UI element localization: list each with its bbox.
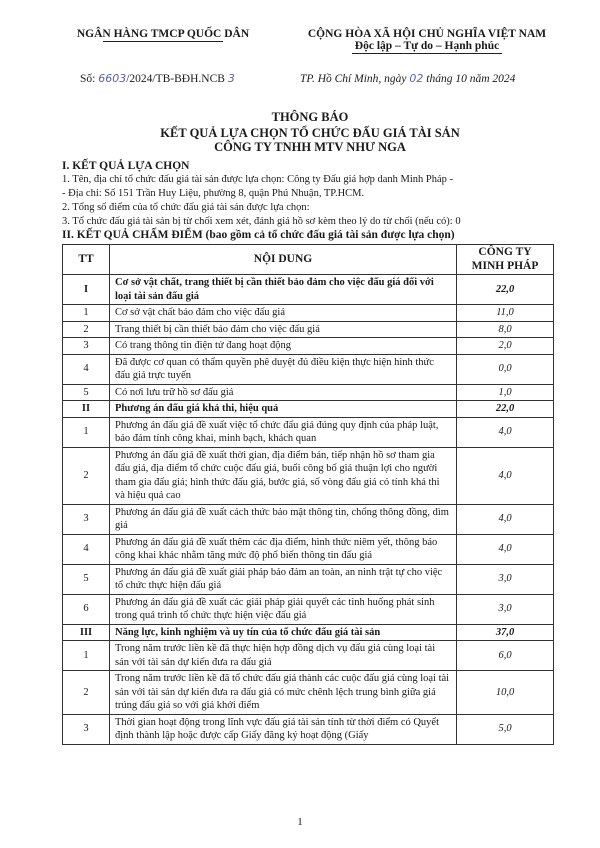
table-row xyxy=(63,384,554,401)
row-score: 4,0 xyxy=(457,417,554,447)
row-number: II xyxy=(63,401,110,418)
section-1-line: 1. Tên, địa chỉ tổ chức đấu giá tài sản được lựa chọn: Công ty Đấu giá hợp danh Minh Pháp - xyxy=(62,174,454,185)
row-content: Cơ sở vật chất bảo đảm cho việc đấu giá xyxy=(110,305,457,322)
row-content: Phương án đấu giá khả thi, hiệu quả xyxy=(110,401,457,418)
row-score: 11,0 xyxy=(457,305,554,322)
row-content: Phương án đấu giá đề xuất thời gian, địa điểm bán, tiếp nhận hồ sơ tham gia đấu giá, địa điểm tổ chức cuộc đấu giá, buổi công bố giá thuận lợi cho người tham gia đấu giá; hình thức đấu giá, bước giá, số vòng đấu giá có tính khả thi và hiệu quả cao xyxy=(110,447,457,504)
table-row xyxy=(63,671,554,715)
row-content: Phương án đấu giá đề xuất giải pháp bảo đảm an toàn, an ninh trật tự cho việc tổ chức thực hiện đấu giá xyxy=(110,564,457,594)
table-row xyxy=(63,321,554,338)
row-number: 4 xyxy=(63,354,110,384)
document-number xyxy=(80,72,235,85)
row-content: Năng lực, kinh nghiệm và uy tín của tổ chức đấu giá tài sản xyxy=(110,624,457,641)
header-score: CÔNG TY MINH PHÁP xyxy=(457,245,554,275)
row-content: Phương án đấu giá đề xuất thêm các địa điểm, hình thức niêm yết, thông báo công khai khác nhằm tăng mức độ phổ biến thông tin đấu giá xyxy=(110,534,457,564)
section-1-line: 2. Tổng số điểm của tổ chức đấu giá tài sản được lựa chọn: xyxy=(62,202,310,213)
row-content: Phương án đấu giá đề xuất các giải pháp giải quyết các tình huống phát sinh trong quá trình tổ chức thực hiện việc đấu giá xyxy=(110,594,457,624)
table-row xyxy=(63,641,554,671)
row-content: Trong năm trước liền kề đã tổ chức đấu giá thành các cuộc đấu giá cùng loại tài sản với tài sản dự kiến đưa ra đấu giá có mức chênh lệch trung bình giữa giá trúng đấu giá so với giá khởi điểm xyxy=(110,671,457,715)
doc-number-code: /2024/TB-BĐH.NCB xyxy=(126,73,225,85)
row-score: 10,0 xyxy=(457,671,554,715)
handwritten-number: 6603 xyxy=(98,72,127,85)
row-score: 0,0 xyxy=(457,354,554,384)
row-content: Đã được cơ quan có thẩm quyền phê duyệt đủ điều kiện thực hiện hình thức đấu giá trực tuyến xyxy=(110,354,457,384)
row-score: 22,0 xyxy=(457,275,554,305)
table-row xyxy=(63,338,554,355)
row-number: 6 xyxy=(63,594,110,624)
row-number: III xyxy=(63,624,110,641)
row-content: Phương án đấu giá đề xuất cách thức bảo mật thông tin, chống thông đồng, dìm giá xyxy=(110,504,457,534)
document-title: THÔNG BÁO xyxy=(271,110,349,124)
handwritten-day: 02 xyxy=(409,72,424,85)
section-2-heading: II. KẾT QUẢ CHẤM ĐIỂM (bao gồm cả tổ chức đấu giá tài sản được lựa chọn) xyxy=(62,229,455,241)
row-score: 4,0 xyxy=(457,534,554,564)
row-content: Phương án đấu giá đề xuất việc tổ chức đấu giá đúng quy định của pháp luật, bảo đảm tính công khai, minh bạch, khách quan xyxy=(110,417,457,447)
table-row xyxy=(63,504,554,534)
date-prefix: TP. Hồ Chí Minh, ngày xyxy=(300,73,407,85)
row-content: Có trang thông tin điện tử đang hoạt động xyxy=(110,338,457,355)
section-1-line: - Địa chỉ: Số 151 Trần Huy Liệu, phường 8, quận Phú Nhuận, TP.HCM. xyxy=(62,188,365,199)
document-subtitle-company: CÔNG TY TNHH MTV NHƯ NGA xyxy=(214,140,406,154)
table-row xyxy=(63,354,554,384)
row-number: 3 xyxy=(63,504,110,534)
issuing-organization xyxy=(48,28,278,42)
page-number: 1 xyxy=(297,816,303,828)
national-header xyxy=(282,28,572,54)
row-number: 2 xyxy=(63,321,110,338)
row-number: 5 xyxy=(63,384,110,401)
table-row xyxy=(63,447,554,504)
table-row xyxy=(63,594,554,624)
table-body xyxy=(63,275,554,745)
row-score: 4,0 xyxy=(457,447,554,504)
row-number: 3 xyxy=(63,338,110,355)
org-underline xyxy=(103,41,223,42)
section-1-line: 3. Tổ chức đấu giá tài sản bị từ chối xem xét, đánh giá hồ sơ kèm theo lý do từ chối (nếu có): 0 xyxy=(62,216,461,227)
row-score: 4,0 xyxy=(457,504,554,534)
document-date xyxy=(300,72,572,85)
row-number: I xyxy=(63,275,110,305)
country-name: CỘNG HÒA XÃ HỘI CHỦ NGHĨA VIỆT NAM xyxy=(307,28,547,40)
row-content: Cơ sở vật chất, trang thiết bị cần thiết bảo đảm cho việc đấu giá đối với loại tài sản đấu giá xyxy=(110,275,457,305)
row-score: 8,0 xyxy=(457,321,554,338)
table-row xyxy=(63,714,554,744)
row-number: 2 xyxy=(63,447,110,504)
row-content: Trong năm trước liền kề đã thực hiện hợp đồng dịch vụ đấu giá cùng loại tài sản với tài sản dự kiến đưa ra đấu giá xyxy=(110,641,457,671)
document-subtitle: KẾT QUẢ LỰA CHỌN TỔ CHỨC ĐẤU GIÁ TÀI SẢN xyxy=(160,126,460,140)
row-score: 37,0 xyxy=(457,624,554,641)
table-header-row xyxy=(63,245,554,275)
row-score: 6,0 xyxy=(457,641,554,671)
header-tt: TT xyxy=(63,245,110,275)
table-row xyxy=(63,564,554,594)
row-content: Có nơi lưu trữ hồ sơ đấu giá xyxy=(110,384,457,401)
row-number: 1 xyxy=(63,417,110,447)
table-row xyxy=(63,534,554,564)
header-content: NỘI DUNG xyxy=(110,245,457,275)
row-score: 1,0 xyxy=(457,384,554,401)
row-content: Trang thiết bị cần thiết bảo đảm cho việc đấu giá xyxy=(110,321,457,338)
row-number: 5 xyxy=(63,564,110,594)
row-score: 2,0 xyxy=(457,338,554,355)
scoring-table xyxy=(62,244,554,745)
table-row xyxy=(63,624,554,641)
row-score: 3,0 xyxy=(457,564,554,594)
row-score: 3,0 xyxy=(457,594,554,624)
organization-name: NGÂN HÀNG TMCP QUỐC DÂN xyxy=(76,28,250,40)
row-score: 5,0 xyxy=(457,714,554,744)
doc-number-prefix: Số: xyxy=(80,73,96,85)
table-row xyxy=(63,275,554,305)
motto-underline xyxy=(352,53,502,54)
row-content: Thời gian hoạt động trong lĩnh vực đấu giá tài sản tính từ thời điểm có Quyết định thành lập hoặc được cấp Giấy đăng ký hoạt động (Giấy xyxy=(110,714,457,744)
table-row xyxy=(63,417,554,447)
row-number: 3 xyxy=(63,714,110,744)
section-1-heading: I. KẾT QUẢ LỰA CHỌN xyxy=(62,160,190,172)
row-score: 22,0 xyxy=(457,401,554,418)
table-row xyxy=(63,401,554,418)
row-number: 4 xyxy=(63,534,110,564)
row-number: 1 xyxy=(63,641,110,671)
date-suffix: tháng 10 năm 2024 xyxy=(426,73,516,85)
row-number: 2 xyxy=(63,671,110,715)
national-motto: Độc lập – Tự do – Hạnh phúc xyxy=(354,40,500,52)
row-number: 1 xyxy=(63,305,110,322)
handwritten-suffix: 3 xyxy=(227,72,235,85)
table-row xyxy=(63,305,554,322)
